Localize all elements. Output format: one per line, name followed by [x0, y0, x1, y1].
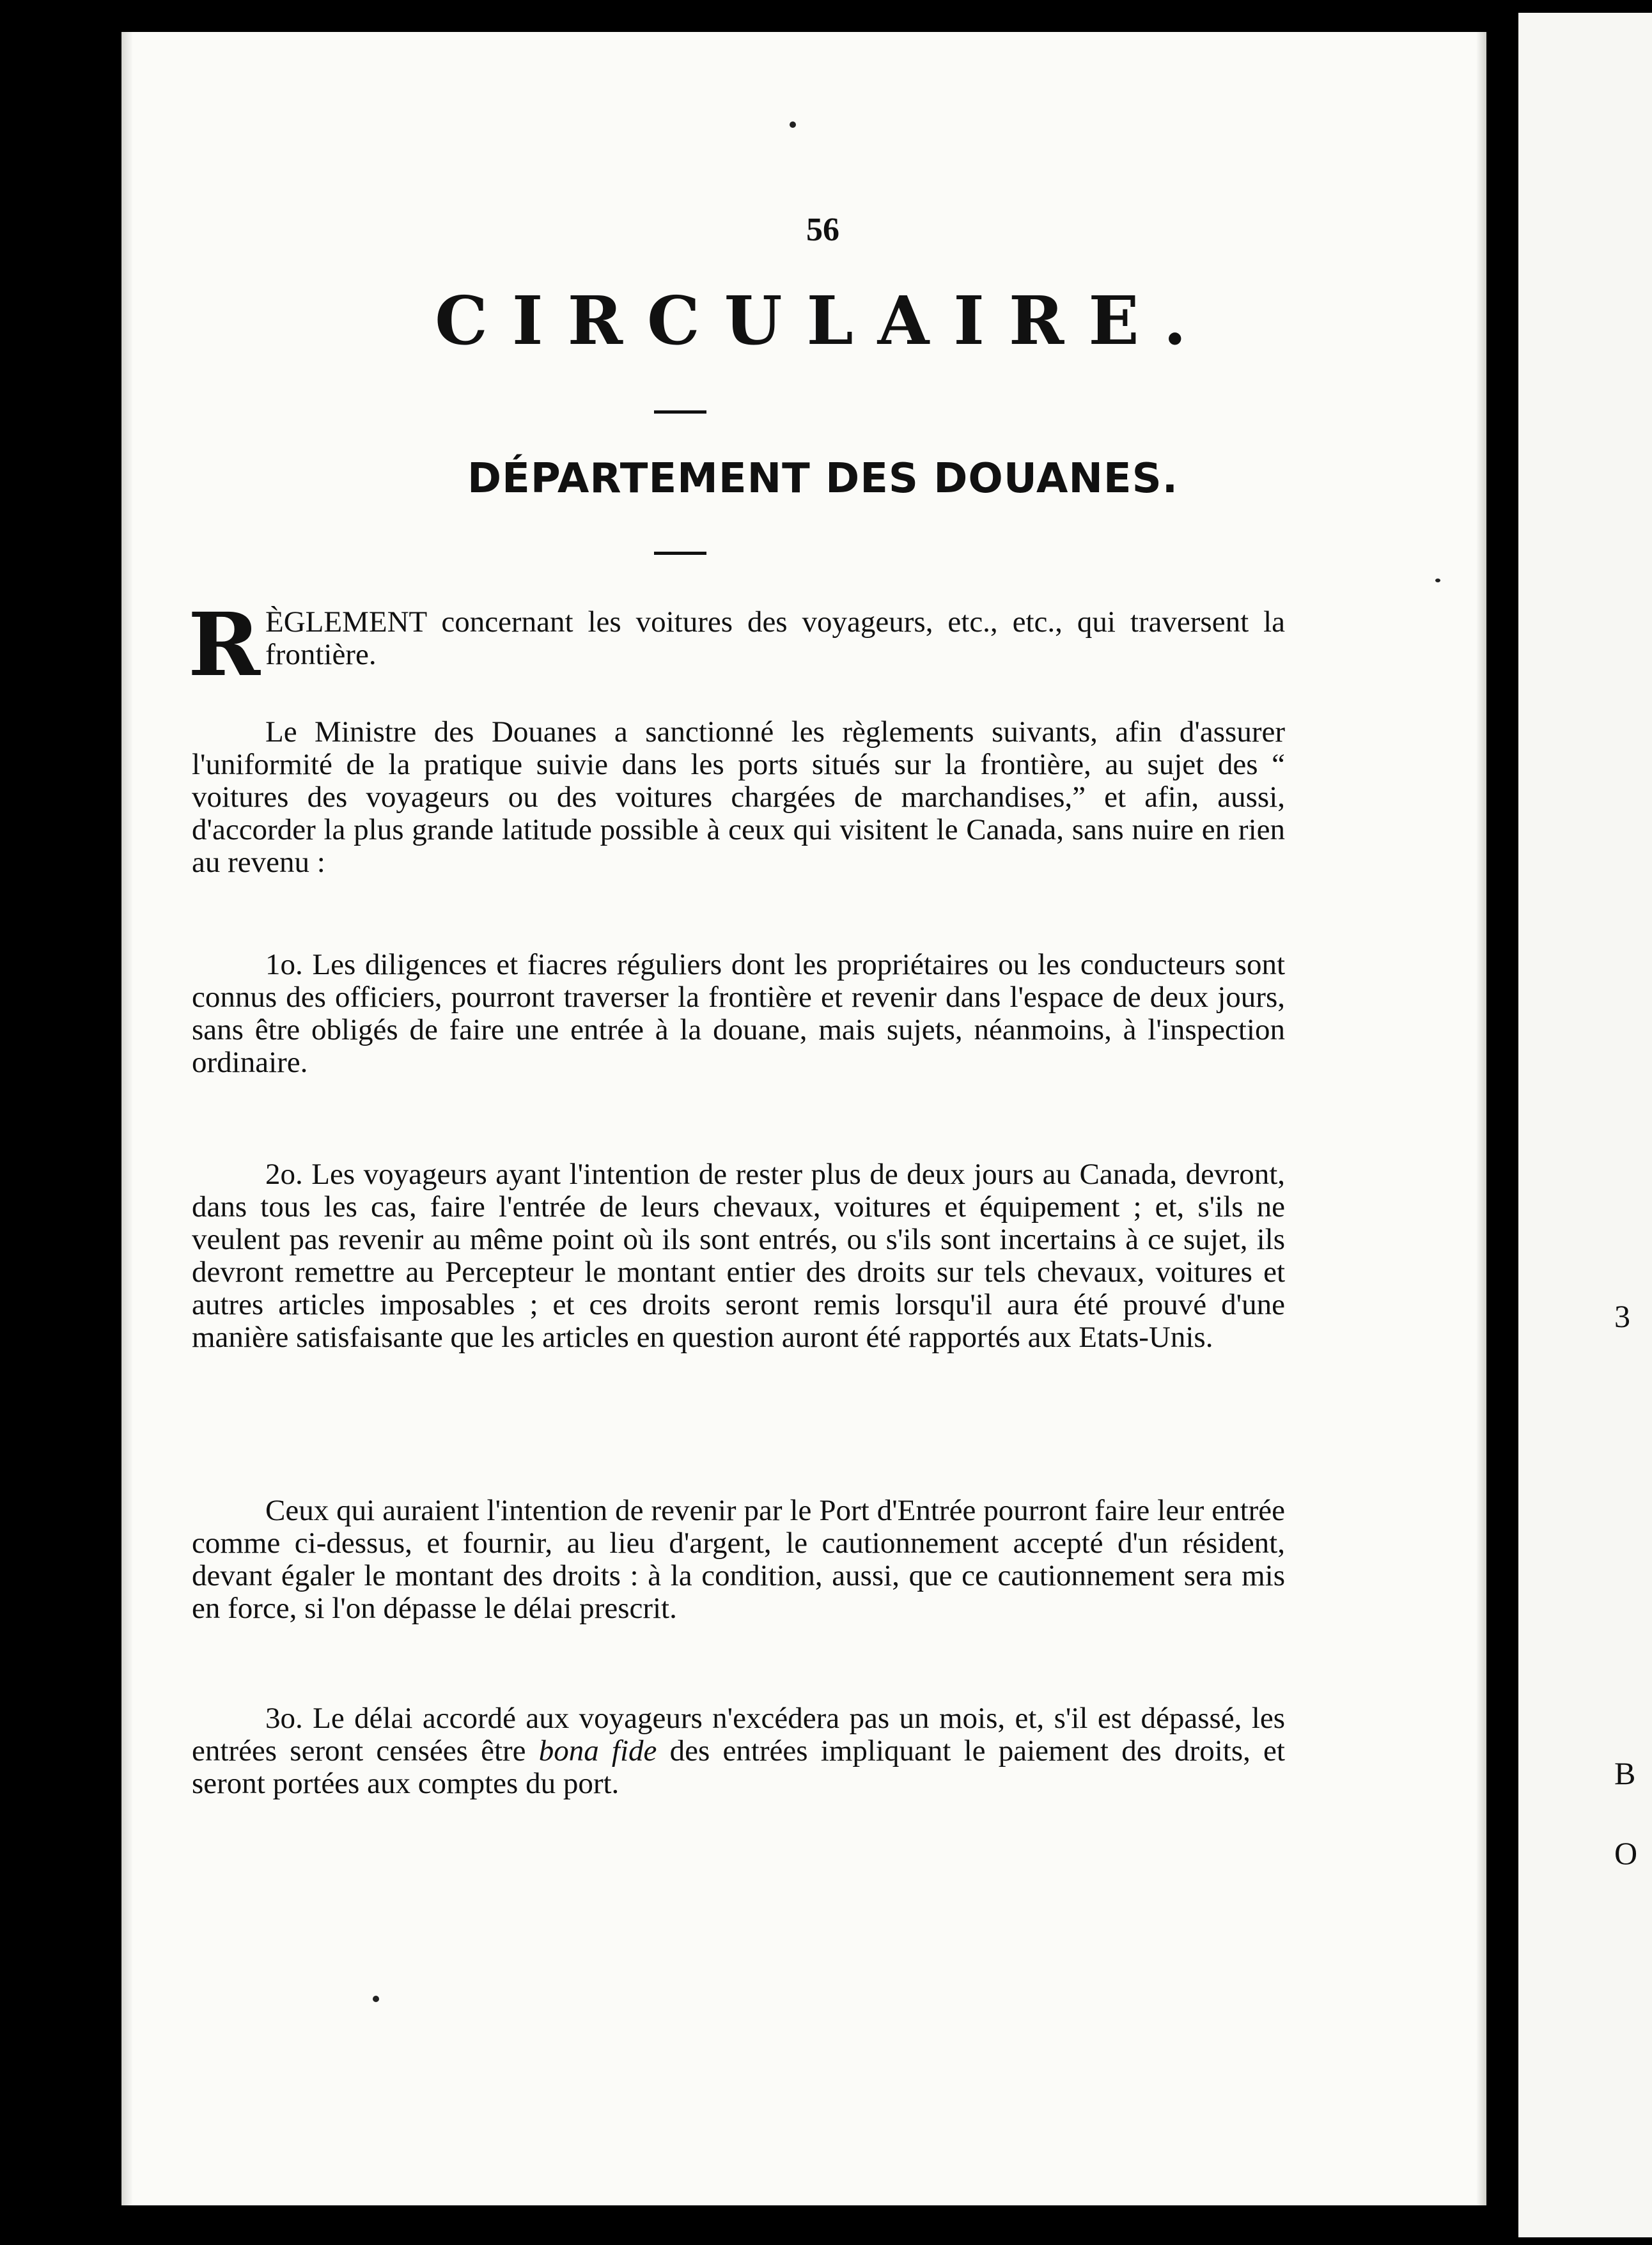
department-heading: DÉPARTEMENT DES DOUANES. — [467, 455, 1179, 502]
reglement-text: ÈGLEMENT concernant les voitures des voyageurs, etc., etc., qui traversent la frontière. — [265, 605, 1285, 671]
scan-speck — [373, 1996, 379, 2002]
article-3-text-end: des entrées impliquant le paiement des droits, et seront portées aux comptes du port. — [192, 1734, 1285, 1800]
adjacent-page-glyph: O — [1614, 1835, 1638, 1871]
scan-speck — [790, 121, 796, 128]
drop-cap: R — [188, 594, 261, 696]
heading-rule — [654, 552, 706, 555]
document-title: CIRCULAIRE. — [435, 281, 1211, 360]
page-number: 56 — [806, 212, 839, 248]
scan-speck — [1435, 579, 1440, 582]
article-3-italic: bona fide — [538, 1734, 657, 1767]
adjacent-page-glyph: 3 — [1614, 1298, 1630, 1334]
reglement-heading — [188, 594, 1285, 696]
article-1-paragraph: 1o. Les diligences et fiacres réguliers dont les propriétaires ou les conducteurs sont connus des officiers, pourront traverser la frontière et revenir dans l'espace de deux jours, sans être obligés de faire une entrée à la douane, mais sujets, néanmoins, à l'inspection ordinaire. — [192, 948, 1285, 1079]
bond-paragraph: Ceux qui auraient l'intention de revenir par le Port d'Entrée pourront faire leur entrée comme ci-dessus, et fournir, au lieu d'argent, le cautionnement accepté d'un résident, devant égaler le montant des droits : à la condition, aussi, que ce cautionnement sera mis en force, si l'on dépasse le délai prescrit. — [192, 1494, 1285, 1625]
intro-paragraph: Le Ministre des Douanes a sanctionné les règlements suivants, afin d'assurer l'uniformité de la pratique suivie dans les ports situés sur la frontière, au sujet des “ voitures des voyageurs ou des voitures chargées de marchandises,” et afin, aussi, d'accorder la plus grande latitude possible à ceux qui visitent le Canada, sans nuire en rien au revenu : — [192, 715, 1285, 879]
adjacent-page-glyph: B — [1614, 1755, 1636, 1791]
article-3-paragraph — [192, 1702, 1285, 1800]
article-2-paragraph: 2o. Les voyageurs ayant l'intention de rester plus de deux jours au Canada, devront, dans tous les cas, faire l'entrée de leurs chevaux, voitures et équipement ; et, s'ils ne veulent pas revenir au même point où ils sont entrés, ou s'ils sont incertains à ce sujet, ils devront remettre au Percepteur le montant entier des droits sur tels chevaux, voitures et autres articles imposables ; et ces droits seront remis lorsqu'il aura été prouvé d'une manière satisfaisante que les articles en question auront été rapportés aux Etats-Unis. — [192, 1158, 1285, 1354]
article-3-text-start: 3o. Le délai accordé aux voyageurs n'excédera pas un mois, et, s'il est dépassé, les entrées seront censées être — [192, 1702, 1285, 1767]
title-rule — [654, 410, 706, 414]
